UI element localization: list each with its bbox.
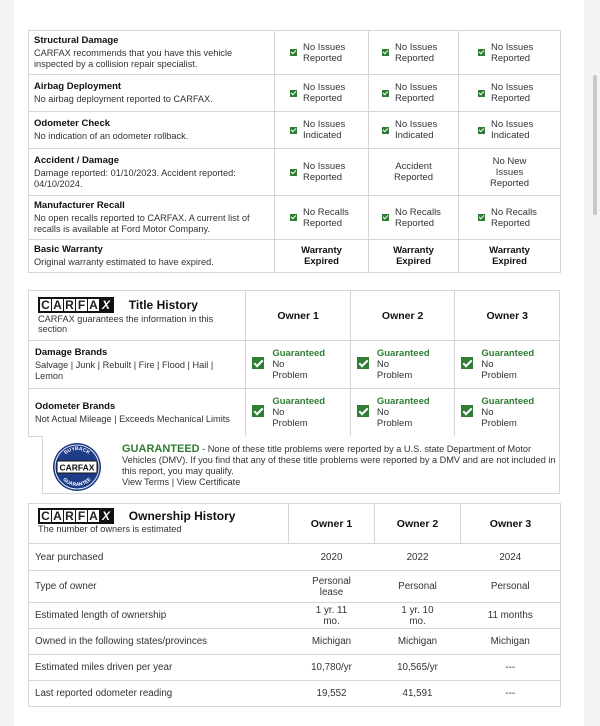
view-certificate-link[interactable]: View Certificate	[176, 477, 241, 487]
ownership-label: Estimated length of ownership	[29, 603, 289, 629]
value-text: Personal	[490, 581, 530, 592]
ownership-value	[375, 629, 461, 655]
logo-letter: A	[88, 510, 100, 522]
ownership-value	[461, 655, 561, 681]
check-icon	[357, 405, 369, 417]
status-text: No Recalls Reported	[491, 206, 537, 229]
section-title: Ownership History	[128, 509, 236, 523]
title-history-table	[28, 290, 560, 437]
ownership-value	[375, 603, 461, 629]
summary-title: Accident / Damage	[34, 154, 119, 166]
status-text: No Recalls Reported	[395, 206, 441, 229]
value-text: Personal	[398, 581, 437, 592]
summary-value	[459, 31, 561, 75]
summary-description: Damage reported: 01/10/2023. Accident reported: 04/10/2024.	[34, 167, 236, 189]
ownership-value	[375, 571, 461, 603]
summary-value	[275, 112, 369, 149]
value-text: Michigan	[311, 636, 352, 647]
status-text: Accident Reported	[393, 161, 434, 183]
ownership-row	[29, 655, 561, 681]
status-text: No Problem	[376, 359, 413, 381]
status-text: No Issues Reported	[395, 41, 438, 64]
guarantee-headline: GUARANTEED	[122, 443, 200, 455]
ownership-label: Year purchased	[29, 544, 289, 571]
guaranteed-label: Guaranteed	[272, 348, 326, 359]
ownership-value	[375, 544, 461, 571]
title-history-header	[29, 291, 246, 341]
summary-value	[369, 196, 459, 240]
logo-letter: C	[40, 510, 52, 522]
status-text: No Issues Reported	[491, 41, 534, 64]
check-icon	[461, 357, 473, 369]
summary-value	[275, 31, 369, 75]
section-subtitle: CARFAX guarantees the information in this section	[38, 314, 214, 334]
check-icon	[290, 49, 297, 56]
summary-value	[369, 149, 459, 196]
ownership-value	[461, 681, 561, 707]
value-text: 41,591	[402, 688, 433, 699]
brand-title: Damage Brands	[35, 347, 108, 358]
value-text: 11 months	[487, 610, 533, 621]
summary-title: Airbag Deployment	[34, 81, 122, 92]
summary-description: CARFAX recommends that you have this vehicle inspected by a collision repair specialist.	[34, 48, 233, 69]
summary-label	[29, 240, 275, 273]
check-icon	[382, 90, 389, 97]
check-icon	[478, 214, 485, 221]
ownership-value	[289, 603, 375, 629]
summary-description: No indication of an odometer rollback.	[34, 131, 189, 141]
summary-label	[29, 149, 275, 196]
status-text: Warranty Expired	[489, 245, 530, 267]
check-icon	[252, 405, 264, 417]
guarantee-banner	[42, 436, 560, 494]
status-text: No Issues Reported	[303, 41, 346, 64]
ownership-row	[29, 681, 561, 707]
value-text: ---	[505, 662, 516, 673]
status-text: No New Issues Reported	[489, 155, 530, 189]
owner-header: Owner 2	[375, 504, 461, 544]
guarantee-cell	[350, 341, 455, 389]
status-text: Warranty Expired	[301, 245, 342, 267]
ownership-value	[461, 544, 561, 571]
status-text: No Issues Indicated	[491, 119, 534, 141]
owner-header: Owner 2	[350, 291, 455, 341]
brand-description: Salvage | Junk | Rebuilt | Fire | Flood | Hail | Lemon	[35, 360, 214, 381]
section-subtitle: The number of owners is estimated	[38, 524, 182, 534]
summary-label	[29, 75, 275, 112]
logo-letter: C	[40, 299, 52, 311]
check-icon	[461, 405, 473, 417]
summary-row	[29, 149, 561, 196]
check-icon	[357, 357, 369, 369]
ownership-value	[375, 655, 461, 681]
status-text: No Problem	[272, 407, 308, 429]
summary-value	[459, 240, 561, 273]
check-icon	[290, 169, 297, 176]
brand-title: Odometer Brands	[35, 400, 116, 412]
guaranteed-label: Guaranteed	[376, 348, 430, 359]
guarantee-description: - None of these title problems were reported by a U.S. state Department of Motor Vehicles (DMV). If you find that any of these title problems were reported by a DMV and are not included in this report, you may qualify.	[122, 444, 556, 476]
check-icon	[290, 214, 297, 221]
ownership-row	[29, 544, 561, 571]
status-text: No Problem	[481, 359, 517, 381]
check-icon	[252, 357, 264, 369]
summary-title: Basic Warranty	[34, 244, 103, 255]
value-text: 10,780/yr	[311, 662, 352, 673]
status-text: No Issues Reported	[395, 82, 438, 104]
summary-title: Structural Damage	[34, 35, 119, 46]
status-text: Warranty Expired	[393, 245, 434, 267]
value-text: ---	[505, 688, 516, 699]
check-icon	[382, 214, 389, 221]
value-text: 1 yr. 11 mo.	[315, 604, 348, 627]
summary-value	[275, 240, 369, 273]
guaranteed-label: Guaranteed	[481, 348, 535, 359]
check-icon	[382, 127, 389, 134]
guarantee-cell	[246, 341, 351, 389]
ownership-label: Estimated miles driven per year	[29, 655, 289, 681]
status-text: No Issues Reported	[303, 82, 346, 104]
ownership-value	[461, 571, 561, 603]
status-text: No Recalls Reported	[303, 206, 349, 229]
guaranteed-label: Guaranteed	[272, 396, 326, 407]
scrollbar[interactable]	[593, 75, 597, 215]
summary-label	[29, 112, 275, 149]
value-text: Michigan	[490, 636, 530, 647]
seal-logo-text: CARFAX	[59, 462, 95, 473]
summary-label	[29, 196, 275, 240]
logo-letter: A	[88, 299, 100, 311]
value-text: 2020	[320, 551, 343, 563]
ownership-value	[289, 544, 375, 571]
value-text: 10,565/yr	[397, 662, 438, 673]
ownership-value	[461, 603, 561, 629]
summary-title: Odometer Check	[34, 118, 111, 129]
ownership-value	[289, 571, 375, 603]
section-title: Title History	[128, 298, 198, 312]
guarantee-cell	[350, 389, 455, 437]
summary-value	[459, 149, 561, 196]
guaranteed-label: Guaranteed	[481, 396, 535, 407]
check-icon	[382, 49, 389, 56]
brand-description: Not Actual Mileage | Exceeds Mechanical Limits	[35, 413, 230, 424]
status-text: No Problem	[272, 359, 308, 381]
logo-letter: A	[52, 510, 64, 522]
seal-bottom-text: GUARANTEE	[61, 476, 93, 489]
summary-row	[29, 240, 561, 273]
logo-letter: X	[101, 509, 110, 523]
link-separator: |	[169, 477, 177, 487]
guarantee-cell	[455, 341, 560, 389]
summary-row	[29, 31, 561, 75]
ownership-label: Owned in the following states/provinces	[29, 629, 289, 655]
summary-label	[29, 31, 275, 75]
ownership-value	[375, 681, 461, 707]
ownership-label: Last reported odometer reading	[29, 681, 289, 707]
summary-value	[369, 31, 459, 75]
check-icon	[478, 127, 485, 134]
carfax-logo	[38, 297, 114, 313]
ownership-row	[29, 629, 561, 655]
logo-letter: F	[76, 299, 88, 311]
summary-description: No open recalls reported to CARFAX. A current list of recalls is available at Ford Motor Company.	[34, 213, 250, 234]
value-text: 1 yr. 10 mo.	[401, 604, 434, 627]
summary-description: Original warranty estimated to have expired.	[34, 257, 214, 267]
status-text: No Problem	[376, 407, 413, 429]
ownership-row	[29, 571, 561, 603]
seal-top-text: BUYBACK	[63, 445, 91, 456]
value-text: Michigan	[397, 636, 438, 647]
ownership-value	[289, 629, 375, 655]
check-icon	[478, 49, 485, 56]
check-icon	[290, 90, 297, 97]
logo-letter: X	[101, 298, 110, 312]
status-text: No Issues Reported	[491, 82, 534, 104]
summary-value	[275, 196, 369, 240]
summary-description: No airbag deployment reported to CARFAX.	[34, 94, 213, 104]
value-text: 19,552	[316, 688, 347, 699]
view-terms-link[interactable]: View Terms	[122, 477, 170, 487]
guarantee-text	[122, 444, 558, 488]
owner-header: Owner 3	[461, 504, 561, 544]
title-brand-row	[29, 341, 560, 389]
ownership-value	[461, 629, 561, 655]
ownership-value	[289, 655, 375, 681]
ownership-label: Type of owner	[29, 571, 289, 603]
logo-letter: F	[76, 510, 88, 522]
summary-row	[29, 112, 561, 149]
ownership-header	[29, 504, 289, 544]
summary-value	[459, 112, 561, 149]
summary-row	[29, 75, 561, 112]
value-text: 2024	[499, 551, 522, 563]
summary-value	[369, 75, 459, 112]
brand-label	[29, 389, 246, 437]
ownership-history-table	[28, 503, 561, 707]
guarantee-cell	[246, 389, 351, 437]
logo-letter: A	[52, 299, 64, 311]
summary-value	[275, 149, 369, 196]
summary-row	[29, 196, 561, 240]
ownership-row	[29, 603, 561, 629]
value-text: Personal lease	[312, 575, 351, 598]
summary-value	[459, 196, 561, 240]
summary-value	[369, 240, 459, 273]
logo-letter: R	[64, 299, 76, 311]
owner-header: Owner 3	[455, 291, 560, 341]
check-icon	[290, 127, 297, 134]
value-text: 2022	[406, 551, 429, 563]
summary-value	[459, 75, 561, 112]
owner-header: Owner 1	[289, 504, 375, 544]
guarantee-cell	[455, 389, 560, 437]
history-summary-table	[28, 30, 561, 273]
guaranteed-label: Guaranteed	[376, 396, 430, 407]
owner-header: Owner 1	[246, 291, 351, 341]
summary-value	[369, 112, 459, 149]
summary-title: Manufacturer Recall	[34, 200, 125, 211]
buyback-guarantee-seal-icon	[52, 442, 102, 492]
check-icon	[478, 90, 485, 97]
carfax-logo	[38, 508, 114, 524]
status-text: No Issues Indicated	[303, 119, 346, 141]
title-brand-row	[29, 389, 560, 437]
ownership-value	[289, 681, 375, 707]
status-text: No Issues Reported	[303, 161, 346, 183]
logo-letter: R	[64, 510, 76, 522]
status-text: No Problem	[481, 407, 517, 429]
brand-label	[29, 341, 246, 389]
summary-value	[275, 75, 369, 112]
status-text: No Issues Indicated	[395, 119, 438, 141]
